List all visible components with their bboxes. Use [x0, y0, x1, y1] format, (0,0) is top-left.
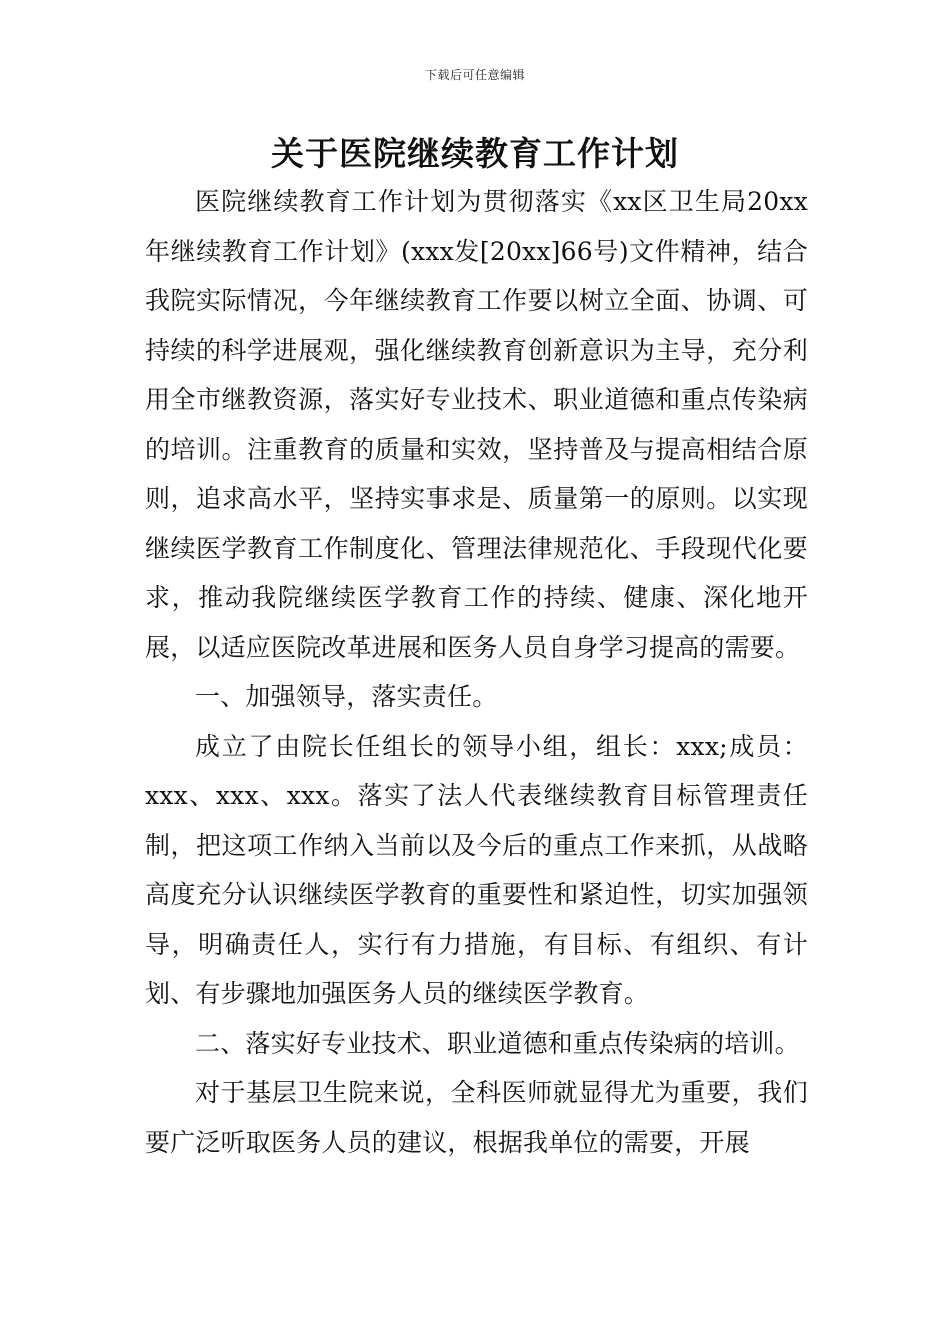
section-heading-2: 二、落实好专业技术、职业道德和重点传染病的培训。: [195, 1028, 800, 1058]
paragraph-training: 对于基层卫生院来说，全科医师就显得尤为重要，我们要广泛听取医务人员的建议，根据我单位的需要，开展: [145, 1078, 808, 1157]
paragraph-intro: 医院继续教育工作计划为贯彻落实《xx区卫生局20xx年继续教育工作计划》(xxx发[20xx]66号)文件精神，结合我院实际情况，今年继续教育工作要以树立全面、协调、可持续的科学进展观，强化继续教育创新意识为主导，充分利用全市继教资源，落实好专业技术、职业道德和重点传染病的培训。注重教育的质量和实效，坚持普及与提高相结合原则，追求高水平，坚持实事求是、质量第一的原则。以实现继续医学教育工作制度化、管理法律规范化、手段现代化要求，推动我院继续医学教育工作的持续、健康、深化地开展，以适应医院改革进展和医务人员自身学习提高的需要。: [145, 187, 808, 662]
page-header-note: 下载后可任意编辑: [424, 68, 525, 82]
paragraph-leadership: 成立了由院长任组长的领导小组，组长：xxx;成员：xxx、xxx、xxx。落实了法人代表继续教育目标管理责任制，把这项工作纳入当前以及今后的重点工作来抓，从战略高度充分认识继续医学教育的重要性和紧迫性，切实加强领导，明确责任人，实行有力措施，有目标、有组织、有计划、有步骤地加强医务人员的继续医学教育。: [145, 731, 808, 1008]
document-body: [145, 177, 808, 1167]
section-heading-1: 一、加强领导，落实责任。: [195, 682, 498, 711]
document-title: 关于医院继续教育工作计划: [271, 134, 679, 173]
